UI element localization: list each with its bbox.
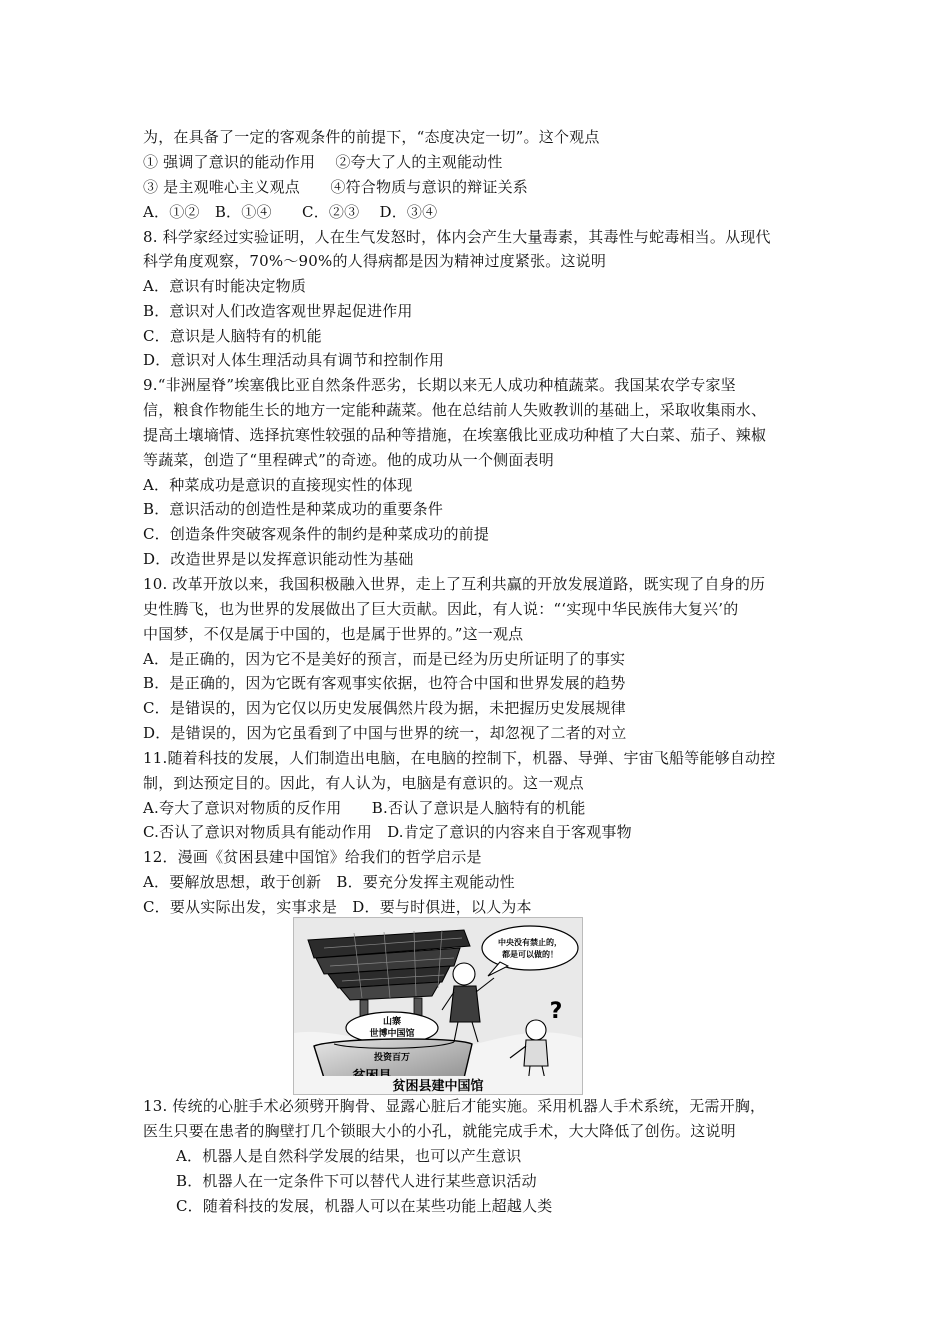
cartoon-caption: 贫困县建中国馆 [392, 1079, 484, 1094]
cartoon-image [293, 917, 583, 1095]
text-line: 中国梦，不仅是属于中国的，也是属于世界的。”这一观点 [143, 625, 524, 643]
option-line: C．是错误的，因为它仅以历史发展偶然片段为据，未把握历史发展规律 [143, 699, 626, 717]
option-line: A．种菜成功是意识的直接现实性的体现 [143, 476, 413, 494]
text-line: 医生只要在患者的胸壁打几个锁眼大小的小孔，就能完成手术，大大降低了创伤。这说明 [143, 1122, 736, 1140]
text-line: 史性腾飞，也为世界的发展做出了巨大贡献。因此，有人说：“‘实现中华民族伟大复兴’的 [143, 600, 739, 618]
option-line: A．意识有时能决定物质 [143, 277, 307, 295]
option-line: B．机器人在一定条件下可以替代人进行某些意识活动 [176, 1172, 537, 1190]
invest-label: 投资百万 [373, 1053, 411, 1063]
option-line: C．要从实际出发，实事求是 D．要与时俱进，以人为本 [143, 898, 532, 916]
option-line: D．改造世界是以发挥意识能动性为基础 [143, 550, 414, 568]
text-line: A．①② B．①④ C．②③ D．③④ [143, 203, 438, 221]
question-11: 11.随着科技的发展，人们制造出电脑，在电脑的控制下，机器、导弹、宇宙飞船等能够自动控 [143, 749, 776, 767]
speech-line-1: 中央没有禁止的， [498, 938, 562, 947]
question-9: 9.“非洲屋脊”埃塞俄比亚自然条件恶劣，长期以来无人成功种植蔬菜。我国某农学专家坚 [143, 376, 736, 394]
question-mark: ? [549, 999, 563, 1024]
text-line: 信，粮食作物能生长的地方一定能种蔬菜。他在总结前人失败教训的基础上，采取收集雨水、 [143, 401, 767, 419]
text-line: 制，到达预定目的。因此，有人认为，电脑是有意识的。这一观点 [143, 774, 584, 792]
text-line: 等蔬菜，创造了“里程碑式”的奇迹。他的成功从一个侧面表明 [143, 451, 554, 469]
option-line: B．意识活动的创造性是种菜成功的重要条件 [143, 500, 444, 518]
speech-line-2: 都是可以做的！ [502, 950, 558, 959]
option-line: C．意识是人脑特有的机能 [143, 327, 322, 345]
pavilion-label-1: 山寨 [382, 1017, 402, 1027]
option-line: B．是正确的，因为它既有客观事实依据，也符合中国和世界发展的趋势 [143, 674, 626, 692]
option-line: A．机器人是自然科学发展的结果，也可以产生意识 [176, 1147, 522, 1165]
option-line: D．是错误的，因为它虽看到了中国与世界的统一，却忽视了二者的对立 [143, 724, 627, 742]
option-line: A．是正确的，因为它不是美好的预言，而是已经为历史所证明了的事实 [143, 650, 626, 668]
question-13: 13. 传统的心脏手术必须劈开胸骨、显露心脏后才能实施。采用机器人手术系统，无需开胸， [143, 1097, 766, 1115]
text-line: 科学角度观察，70%～90%的人得病都是因为精神过度紧张。这说明 [143, 252, 607, 270]
question-8: 8. 科学家经过实验证明，人在生气发怒时，体内会产生大量毒素，其毒性与蛇毒相当。从现代 [143, 228, 771, 246]
option-line: A．要解放思想，敢于创新 B．要充分发挥主观能动性 [143, 873, 515, 891]
option-line: C．随着科技的发展，机器人可以在某些功能上超越人类 [176, 1197, 553, 1215]
text-line: ③ 是主观唯心主义观点 ④符合物质与意识的辩证关系 [143, 178, 528, 196]
option-line: C.否认了意识对物质具有能动作用 D.肯定了意识的内容来自于客观事物 [143, 823, 632, 841]
option-line: C．创造条件突破客观条件的制约是种菜成功的前提 [143, 525, 490, 543]
option-line: B．意识对人们改造客观世界起促进作用 [143, 302, 413, 320]
text-line: 为，在具备了一定的客观条件的前提下，“态度决定一切”。这个观点 [143, 128, 600, 146]
question-10: 10. 改革开放以来，我国积极融入世界，走上了互利共赢的开放发展道路，既实现了自身的历 [143, 575, 766, 593]
pavilion-label-2: 世博中国馆 [369, 1029, 415, 1039]
question-12: 12．漫画《贫困县建中国馆》给我们的哲学启示是 [143, 848, 482, 866]
option-line: A.夸大了意识对物质的反作用 B.否认了意识是人脑特有的机能 [143, 799, 586, 817]
option-line: D．意识对人体生理活动具有调节和控制作用 [143, 351, 445, 369]
text-line: ① 强调了意识的能动作用 ②夸大了人的主观能动性 [143, 153, 503, 171]
text-line: 提高土壤墒情、选择抗寒性较强的品种等措施，在埃塞俄比亚成功种植了大白菜、茄子、辣椒 [143, 426, 767, 444]
